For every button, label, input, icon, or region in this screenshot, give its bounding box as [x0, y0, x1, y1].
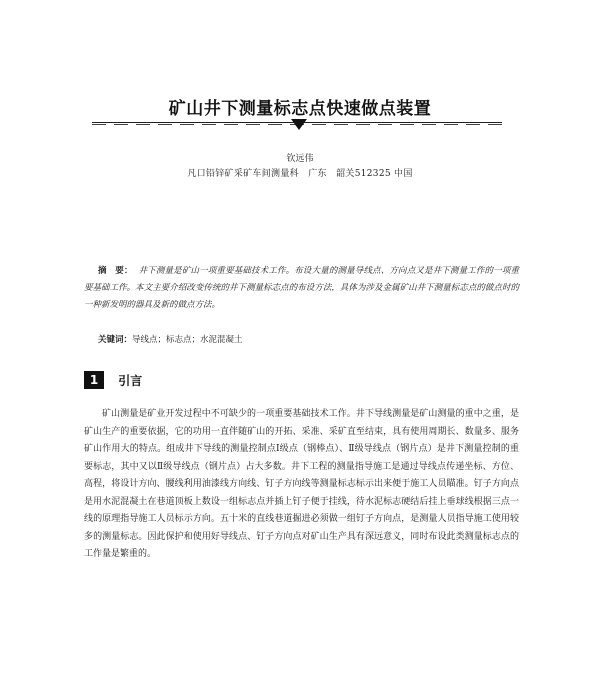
abstract-label: 摘 要：	[98, 266, 133, 276]
section-title: 引言	[118, 373, 143, 388]
triangle-down-icon	[291, 119, 307, 130]
paper-title: 矿山井下测量标志点快速做点装置	[168, 99, 432, 119]
keywords-label: 关键词：	[98, 335, 133, 345]
keywords	[98, 333, 518, 345]
section-number: 1	[84, 371, 104, 389]
abstract	[84, 263, 519, 314]
abstract-text: 井下测量是矿山一项重要基础技术工作。布设大量的测量导线点、方向点又是井下测量工作的一项重要基础工作。本文主要介绍改变传统的井下测量标志点的布设方法，具体为涉及金属矿山井下测量标志点的做点时的一种新发明的器具及新的做点方法。	[84, 266, 519, 310]
author-name: 钦远伟	[286, 154, 314, 164]
author-affiliation: 凡口铅锌矿采矿车间测量科 广东 韶关512325 中国	[187, 169, 413, 179]
body-paragraph: 矿山测量是矿业开发过程中不可缺少的一项重要基础技术工作。井下导线测量是矿山测量的重中之重，是矿山生产的重要依据，它的功用一直伴随矿山的开拓、采准、采矿直至结束，具有使用周期长、数量多、服务矿山作用大的特点。组成井下导线的测量控制点Ⅰ级点（钢棒点）、Ⅱ级导线点（钢片点）是井下测量控制的重要标志，其中又以Ⅱ级导线点（钢片点）占大多数。井下工程的测量指导施工是通过导线点传递坐标、方位、高程，将设计方向、腰线利用油漆线方向线、钉子方向线等测量标志标示出来便于施工人员瞄准。钉子方向点是用水泥混凝土在巷道顶板上数设一组标志点并插上钉子便于挂线，待水泥标志硬结后挂上垂球线根据三点一线的原理指导施工人员标示方向。五十米的直线巷道掘进必须做一组钉子方向点，是测量人员指导施工使用较多的测量标志。因此保护和使用好导线点、钉子方向点对矿山生产具有深远意义，同时布设此类测量标志点的工作量是繁重的。	[84, 409, 519, 559]
section-heading	[84, 371, 142, 391]
keywords-text: 导线点；标志点；水泥混凝土	[132, 335, 243, 345]
